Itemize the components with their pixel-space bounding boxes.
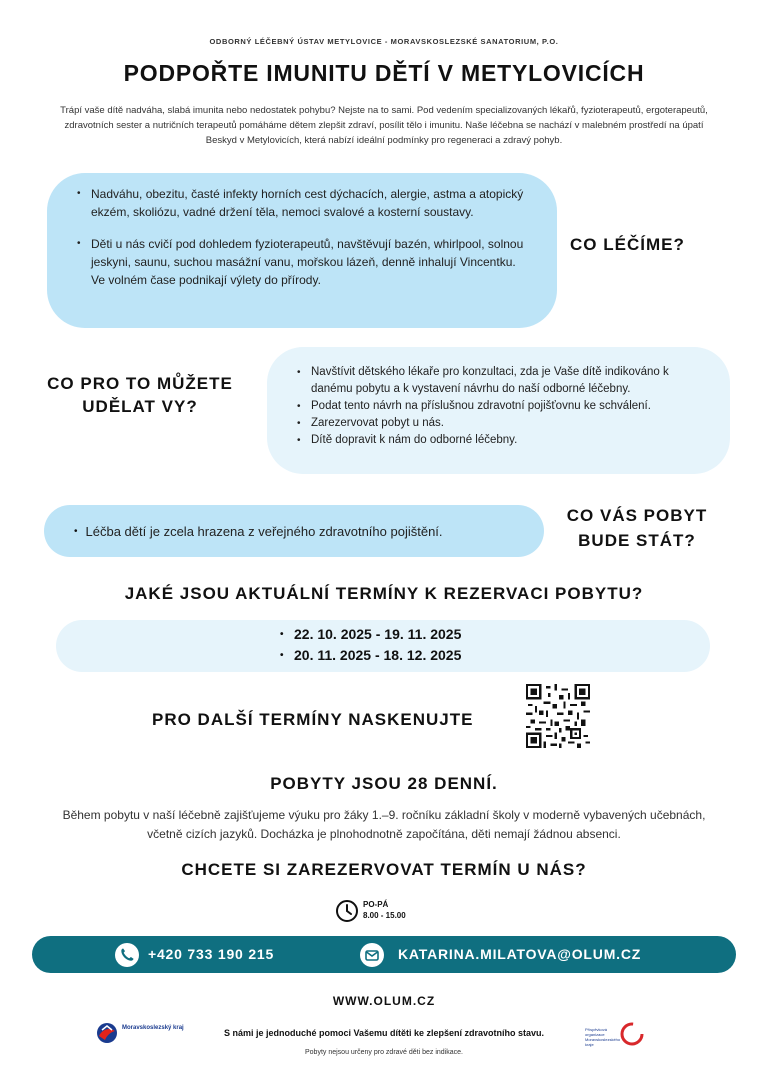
qr-code-icon[interactable] bbox=[526, 684, 590, 748]
help-item: • Dítě dopravit k nám do odborné léčebny. bbox=[297, 432, 710, 449]
help-item: • Zarezervovat pobyt u nás. bbox=[297, 415, 710, 432]
email-icon bbox=[360, 943, 384, 967]
page-title: PODPOŘTE IMUNITU DĚTÍ V METYLOVICÍCH bbox=[123, 60, 645, 86]
organization-logo bbox=[585, 1020, 645, 1048]
help-item: • Navštívit dětského lékaře pro konzultaci, zda je Vaše dítě indikováno k danému pobytu a k vystavení návrhu do naší odborné léčebny. bbox=[297, 364, 710, 398]
email-link[interactable]: KATARINA.MILATOVA@OLUM.CZ bbox=[398, 946, 642, 962]
date-item: • 20. 11. 2025 - 18. 12. 2025 bbox=[280, 645, 540, 666]
cost-box bbox=[44, 505, 544, 557]
phone-link[interactable]: +420 733 190 215 bbox=[148, 946, 275, 962]
reserve-heading: CHCETE SI ZAREZERVOVAT TERMÍN U NÁS? bbox=[181, 860, 587, 879]
region-logo-text: Moravskoslezský kraj bbox=[122, 1025, 184, 1031]
treatment-box bbox=[47, 173, 557, 328]
treatment-item: • Nadváhu, obezitu, časté infekty horních cest dýchacích, alergie, astma a atopický ekzém, skoliózu, vadné držení těla, nemoci svalové a kosterní soustavy. bbox=[77, 185, 531, 221]
date-item: • 22. 10. 2025 - 19. 11. 2025 bbox=[280, 624, 540, 645]
intro-paragraph: Trápí vaše dítě nadváha, slabá imunita nebo nedostatek pohybu? Nejste na to sami. Pod vedením specializovaných lékařů, fyzioterapeutů, ergoterapeutů, zdravotních sester a nutričních terapeutů pomáháme dětem zlepšit zdraví, posílit tělo i imunitu. Naše léčebna se nachází v malebném prostředí na úpatí Beskyd v Metylovicích, která nabízí ideální podmínky pro regeneraci a zdravý pohyb. bbox=[60, 105, 708, 146]
footer-note: Pobyty nejsou určeny pro zdravé děti bez indikace. bbox=[305, 1049, 463, 1056]
contact-bar bbox=[32, 936, 736, 973]
cost-heading: CO VÁS POBYT BUDE STÁT? bbox=[566, 506, 708, 550]
scan-label: PRO DALŠÍ TERMÍNY NASKENUJTE bbox=[152, 710, 474, 729]
institute-name: ODBORNÝ LÉČEBNÝ ÚSTAV METYLOVICE - MORAVSKOSLEZSKÉ SANATORIUM, P.O. bbox=[209, 37, 559, 46]
bullet: • bbox=[74, 525, 78, 537]
dates-heading: JAKÉ JSOU AKTUÁLNÍ TERMÍNY K REZERVACI POBYTU? bbox=[124, 584, 644, 603]
treatment-list bbox=[77, 185, 531, 289]
footer-slogan: S námi je jednoduché pomoci Vašemu dítěti ke zlepšení zdravotního stavu. bbox=[223, 1028, 545, 1038]
hours-days: PO-PÁ bbox=[363, 900, 389, 909]
hours-time: 8.00 - 15.00 bbox=[363, 911, 406, 920]
help-item: • Podat tento návrh na příslušnou zdravotní pojišťovnu ke schválení. bbox=[297, 398, 710, 415]
stay-heading: POBYTY JSOU 28 DENNÍ. bbox=[270, 774, 498, 793]
treatment-item: • Děti u nás cvičí pod dohledem fyzioterapeutů, navštěvují bazén, whirlpool, solnou jeskyni, saunu, suchou masážní vanu, mořskou lázeň, denně inhalují Vincentku. Ve volném čase podnikají výlety do přírody. bbox=[77, 235, 531, 289]
school-paragraph: Během pobytu v naší léčebně zajišťujeme výuku pro žáky 1.–9. ročníku základní školy v moderně vybavených učebnách, včetně cizích jazyků. Docházka je plnohodnotně započítána, děti nemají žádnou absenci. bbox=[62, 808, 706, 841]
cost-text: Léčba dětí je zcela hrazena z veřejného zdravotního pojištění. bbox=[85, 523, 443, 539]
treatment-heading: CO LÉČÍME? bbox=[570, 235, 685, 254]
help-box bbox=[267, 347, 730, 474]
phone-icon bbox=[115, 943, 139, 967]
help-heading: CO PRO TO MŮŽETE UDĚLAT VY? bbox=[47, 374, 233, 416]
organization-ring-icon bbox=[619, 1021, 645, 1047]
help-list bbox=[297, 364, 710, 449]
website-link[interactable]: WWW.OLUM.CZ bbox=[332, 994, 436, 1008]
organization-logo-text: Příspěvková organizace Moravskoslezského kraje bbox=[585, 1027, 621, 1047]
dates-list bbox=[280, 624, 540, 666]
opening-hours bbox=[363, 899, 406, 921]
clock-icon bbox=[335, 899, 359, 923]
